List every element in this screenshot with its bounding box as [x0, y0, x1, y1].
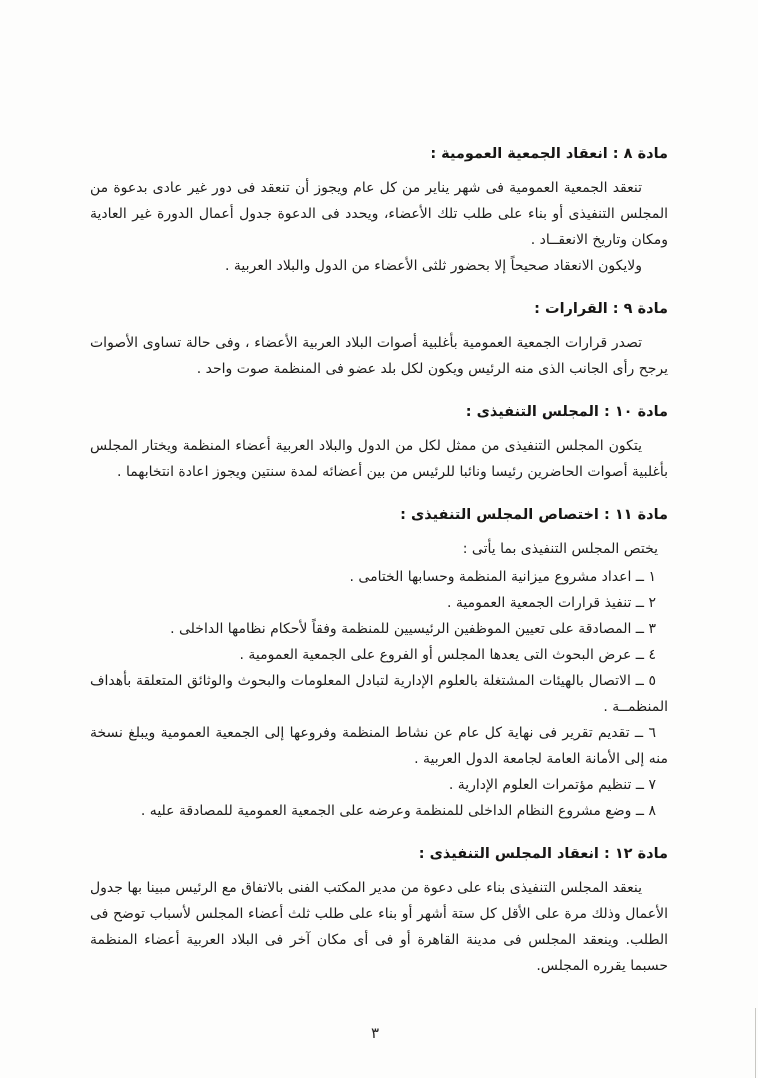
article-11-item-2: ٢ ــ تنفيذ قرارات الجمعية العمومية . [446, 595, 656, 611]
article-11-item-7: ٧ ــ تنظيم مؤتمرات العلوم الإدارية . [448, 777, 656, 793]
article-8-section [90, 142, 668, 279]
article-11-item-6: ٦ ــ تقديم تقرير فى نهاية كل عام عن نشاط المنظمة وفروعها إلى الجمعية العمومية ويبلغ نسخة منه إلى الأمانة العامة لجامعة الدول العربية . [90, 725, 668, 767]
article-8-paragraph-1: تنعقد الجمعية العمومية فى شهر يناير من كل عام ويجوز أن تنعقد فى دور غير عادى بدعوة من المجلس التنفيذى أو بناء على طلب تلك الأعضاء، ويحدد فى الدعوة جدول أعمال الدورة غير العادية ومكان وتاريخ الانعقــاد . [90, 180, 668, 248]
article-9-paragraph-1: تصدر قرارات الجمعية العمومية بأغلبية أصوات البلاد العربية الأعضاء ، وفى حالة تساوى الأصوات يرجح رأى الجانب الذى منه الرئيس ويكون لكل بلد عضو فى المنظمة صوت واحد . [90, 335, 668, 377]
article-12-paragraph-1: ينعقد المجلس التنفيذى بناء على دعوة من مدير المكتب الفنى بالاتفاق مع الرئيس مبينا بها جدول الأعمال وذلك مرة على الأقل كل ستة أشهر أو بناء على طلب ثلث أعضاء المجلس لأسباب توضح فى الطلب. وينعقد المجلس فى مدينة القاهرة أو فى أى مكان آخر فى البلاد العربية أعضاء المنظمة حسبما يقرره المجلس. [90, 880, 668, 974]
article-9-section [90, 297, 668, 382]
page-number: ٣ [370, 1024, 380, 1042]
article-11-item-3: ٣ ــ المصادقة على تعيين الموظفين الرئيسيين للمنظمة وفقاً لأحكام نظامها الداخلى . [170, 621, 656, 637]
article-9-heading: مادة ٩ : القرارات : [534, 301, 668, 317]
article-11-item-4: ٤ ــ عرض البحوث التى يعدها المجلس أو الفروع على الجمعية العمومية . [239, 647, 656, 663]
article-10-section [90, 400, 668, 485]
article-12-heading: مادة ١٢ : انعقاد المجلس التنفيذى : [418, 846, 668, 862]
article-8-paragraph-2: ولايكون الانعقاد صحيحاً إلا بحضور ثلثى الأعضاء من الدول والبلاد العربية . [224, 258, 642, 274]
article-11-intro: يختص المجلس التنفيذى بما يأتى : [462, 541, 658, 557]
article-11-item-8: ٨ ــ وضع مشروع النظام الداخلى للمنظمة وعرضه على الجمعية العمومية للمصادقة عليه . [140, 803, 656, 819]
scan-edge-artifact [755, 1008, 756, 1078]
article-11-item-5: ٥ ــ الاتصال بالهيئات المشتغلة بالعلوم الإدارية لتبادل المعلومات والبحوث والوثائق المتعلقة بأهداف المنظمــة . [90, 673, 668, 715]
article-8-heading: مادة ٨ : انعقاد الجمعية العمومية : [430, 146, 668, 162]
article-11-section [90, 503, 668, 824]
article-11-item-1: ١ ــ اعداد مشروع ميزانية المنظمة وحسابها الختامى . [349, 569, 656, 585]
article-10-heading: مادة ١٠ : المجلس التنفيذى : [465, 404, 668, 420]
article-10-paragraph-1: يتكون المجلس التنفيذى من ممثل لكل من الدول والبلاد العربية أعضاء المنظمة ويختار المجلس بأغلبية أصوات الحاضرين رئيسا ونائبا للرئيس من بين أعضائه لمدة سنتين ويجوز اعادة انتخابهما . [90, 438, 668, 480]
article-11-heading: مادة ١١ : اختصاص المجلس التنفيذى : [400, 507, 668, 523]
article-12-section [90, 842, 668, 979]
